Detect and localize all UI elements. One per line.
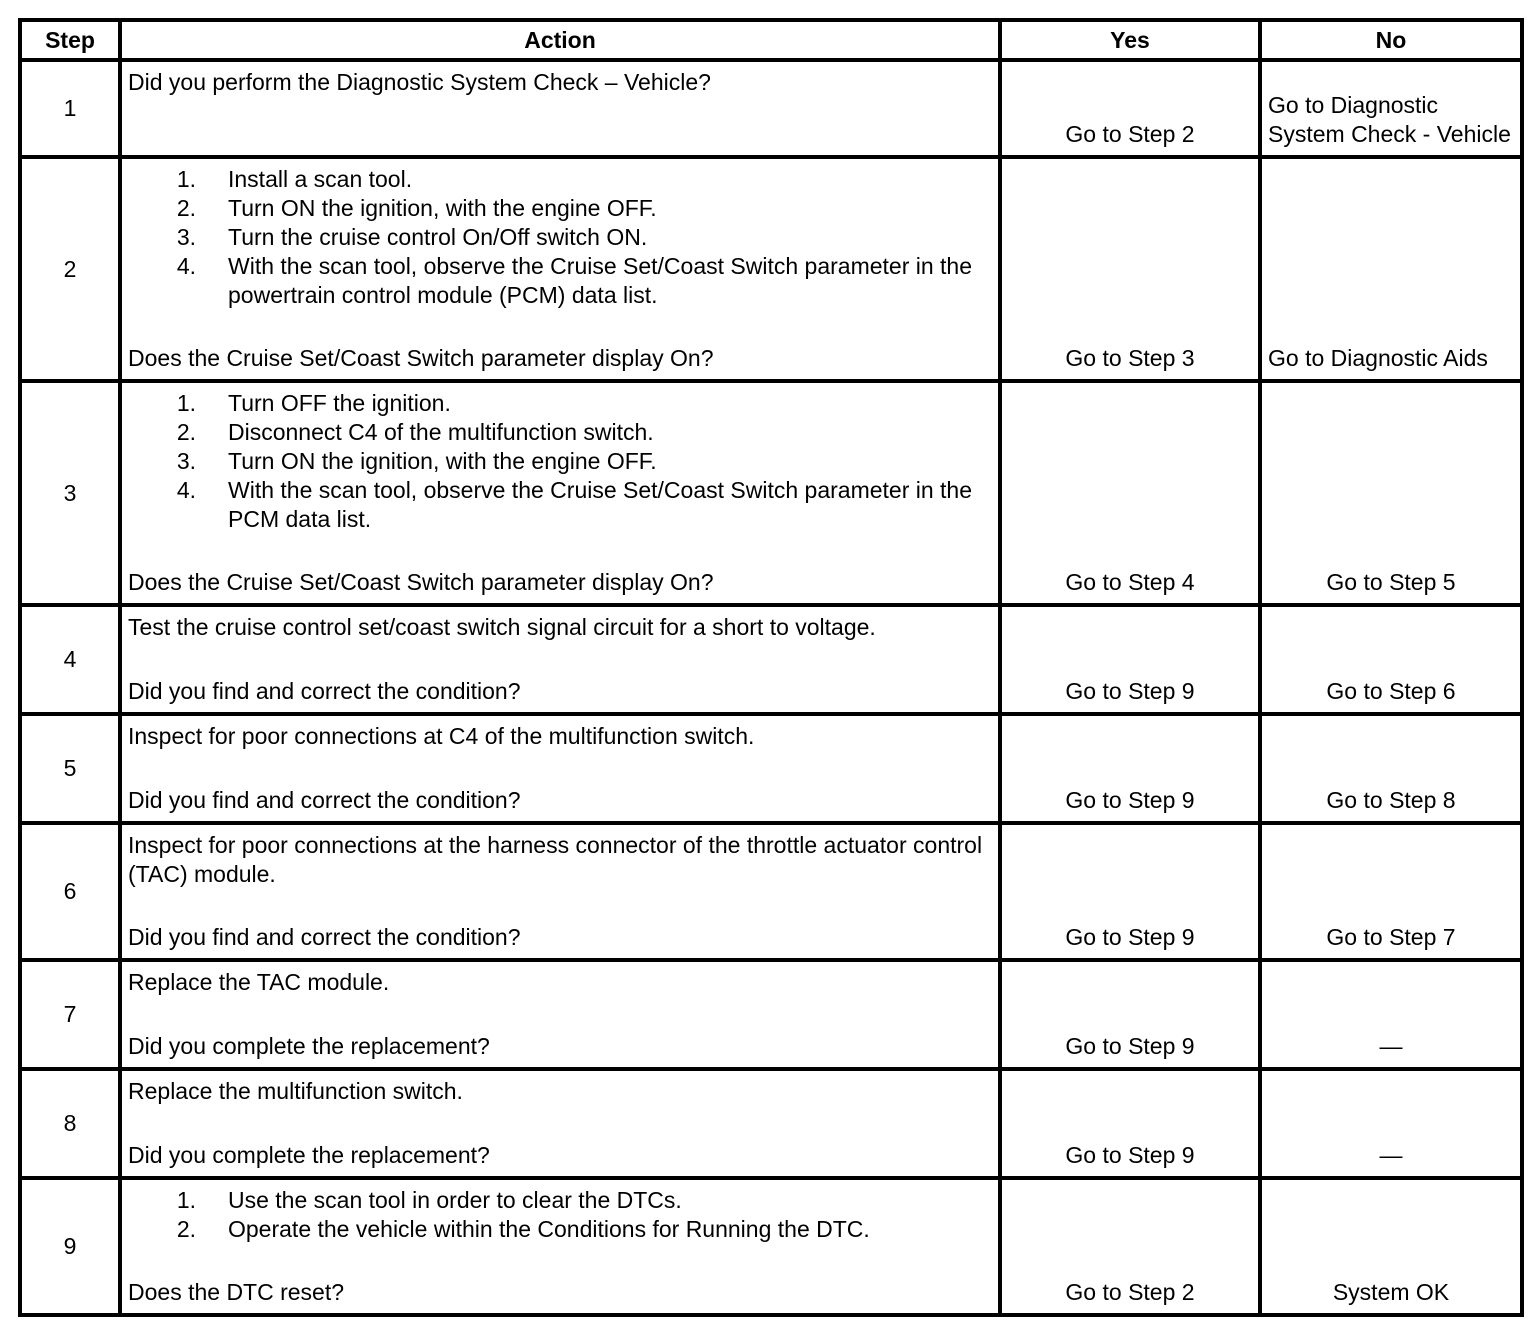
step-number: 9 — [20, 1178, 120, 1315]
no-answer: Go to Step 6 — [1326, 678, 1456, 704]
list-item-number: 1. — [176, 390, 196, 416]
action-cell — [120, 381, 1000, 605]
action-instruction: Inspect for poor connections at C4 of the multifunction switch. — [128, 723, 755, 749]
list-item-number: 1. — [176, 166, 196, 192]
no-cell — [1260, 714, 1522, 823]
yes-answer: Go to Step 4 — [1065, 569, 1195, 595]
action-cell — [120, 714, 1000, 823]
no-answer: Go to Step 8 — [1326, 787, 1456, 813]
header-no: No — [1260, 20, 1522, 60]
list-item-text: Install a scan tool. — [228, 166, 413, 192]
table-row — [20, 381, 1522, 605]
action-question: Did you complete the replacement? — [128, 1142, 490, 1168]
yes-cell — [1000, 60, 1260, 157]
header-step: Step — [20, 20, 120, 60]
no-answer: — — [1379, 1142, 1403, 1168]
action-question: Did you complete the replacement? — [128, 1033, 490, 1059]
action-instruction: Inspect for poor connections at the harness connector of the throttle actuator control (TAC) module. — [128, 832, 983, 887]
no-cell — [1260, 381, 1522, 605]
action-question: Did you find and correct the condition? — [128, 787, 521, 813]
action-instruction: Replace the multifunction switch. — [128, 1078, 463, 1104]
action-cell — [120, 1178, 1000, 1315]
no-answer: Go to Diagnostic System Check - Vehicle — [1268, 92, 1511, 147]
action-question: Did you find and correct the condition? — [128, 678, 521, 704]
list-item-number: 3. — [176, 224, 196, 250]
table-row — [20, 823, 1522, 960]
step-number: 3 — [20, 381, 120, 605]
step-number: 1 — [20, 60, 120, 157]
action-cell — [120, 157, 1000, 381]
list-item — [128, 389, 992, 418]
list-item — [128, 1186, 992, 1215]
no-cell — [1260, 823, 1522, 960]
table-row — [20, 960, 1522, 1069]
step-number: 8 — [20, 1069, 120, 1178]
yes-answer: Go to Step 9 — [1065, 1033, 1195, 1059]
no-cell — [1260, 605, 1522, 714]
yes-answer: Go to Step 2 — [1065, 1279, 1195, 1305]
action-list — [128, 1186, 992, 1244]
yes-answer: Go to Step 9 — [1065, 787, 1195, 813]
list-item-text: Disconnect C4 of the multifunction switch. — [228, 419, 654, 445]
yes-answer: Go to Step 3 — [1065, 345, 1195, 371]
action-cell — [120, 605, 1000, 714]
list-item-number: 4. — [176, 253, 196, 279]
no-answer: — — [1379, 1033, 1403, 1059]
no-cell — [1260, 960, 1522, 1069]
no-answer: System OK — [1332, 1279, 1450, 1305]
step-number: 6 — [20, 823, 120, 960]
header-yes: Yes — [1000, 20, 1260, 60]
no-cell — [1260, 157, 1522, 381]
action-instruction: Test the cruise control set/coast switch signal circuit for a short to voltage. — [128, 614, 876, 640]
table-row — [20, 157, 1522, 381]
step-number: 5 — [20, 714, 120, 823]
yes-answer: Go to Step 9 — [1065, 1142, 1195, 1168]
list-item-text: Turn OFF the ignition. — [228, 390, 451, 416]
step-number: 4 — [20, 605, 120, 714]
no-cell — [1260, 1069, 1522, 1178]
yes-cell — [1000, 1178, 1260, 1315]
table-body — [20, 60, 1522, 1315]
no-answer: Go to Diagnostic Aids — [1268, 345, 1488, 371]
action-list — [128, 165, 992, 310]
table-row — [20, 1069, 1522, 1178]
yes-answer: Go to Step 9 — [1065, 678, 1195, 704]
action-instruction: Replace the TAC module. — [128, 969, 390, 995]
yes-cell — [1000, 823, 1260, 960]
list-item — [128, 476, 992, 534]
list-item-text: With the scan tool, observe the Cruise Set/Coast Switch parameter in the PCM data list. — [228, 477, 973, 532]
list-item — [128, 223, 992, 252]
yes-answer: Go to Step 2 — [1065, 121, 1195, 147]
list-item — [128, 1215, 992, 1244]
action-list — [128, 389, 992, 534]
list-item-number: 2. — [176, 195, 196, 221]
list-item-number: 4. — [176, 477, 196, 503]
list-item-number: 3. — [176, 448, 196, 474]
table-row — [20, 60, 1522, 157]
no-cell — [1260, 1178, 1522, 1315]
yes-cell — [1000, 381, 1260, 605]
header-action: Action — [120, 20, 1000, 60]
list-item-number: 1. — [176, 1187, 196, 1213]
list-item — [128, 165, 992, 194]
action-question: Does the Cruise Set/Coast Switch parameter display On? — [128, 569, 714, 595]
list-item-number: 2. — [176, 419, 196, 445]
list-item-text: Operate the vehicle within the Conditions for Running the DTC. — [228, 1216, 870, 1242]
no-answer: Go to Step 7 — [1326, 924, 1456, 950]
yes-cell — [1000, 157, 1260, 381]
action-cell — [120, 960, 1000, 1069]
list-item — [128, 194, 992, 223]
list-item-text: Turn the cruise control On/Off switch ON. — [228, 224, 648, 250]
no-cell — [1260, 60, 1522, 157]
action-cell — [120, 60, 1000, 157]
yes-answer: Go to Step 9 — [1065, 924, 1195, 950]
step-number: 7 — [20, 960, 120, 1069]
table-row — [20, 1178, 1522, 1315]
diagnostic-table — [18, 18, 1524, 1317]
yes-cell — [1000, 605, 1260, 714]
list-item-text: With the scan tool, observe the Cruise Set/Coast Switch parameter in the powertrain control module (PCM) data list. — [228, 253, 973, 308]
step-number: 2 — [20, 157, 120, 381]
list-item — [128, 252, 992, 310]
action-cell — [120, 1069, 1000, 1178]
list-item-text: Turn ON the ignition, with the engine OFF. — [228, 448, 657, 474]
yes-cell — [1000, 714, 1260, 823]
list-item-text: Turn ON the ignition, with the engine OFF. — [228, 195, 657, 221]
list-item — [128, 447, 992, 476]
header-row — [20, 20, 1522, 60]
action-question: Did you find and correct the condition? — [128, 924, 521, 950]
action-question: Does the DTC reset? — [128, 1279, 345, 1305]
action-question: Does the Cruise Set/Coast Switch parameter display On? — [128, 345, 714, 371]
list-item-text: Use the scan tool in order to clear the DTCs. — [228, 1187, 682, 1213]
list-item — [128, 418, 992, 447]
action-instruction: Did you perform the Diagnostic System Check – Vehicle? — [128, 69, 711, 95]
action-cell — [120, 823, 1000, 960]
yes-cell — [1000, 1069, 1260, 1178]
table-row — [20, 605, 1522, 714]
no-answer: Go to Step 5 — [1326, 569, 1456, 595]
table-row — [20, 714, 1522, 823]
list-item-number: 2. — [176, 1216, 196, 1242]
yes-cell — [1000, 960, 1260, 1069]
